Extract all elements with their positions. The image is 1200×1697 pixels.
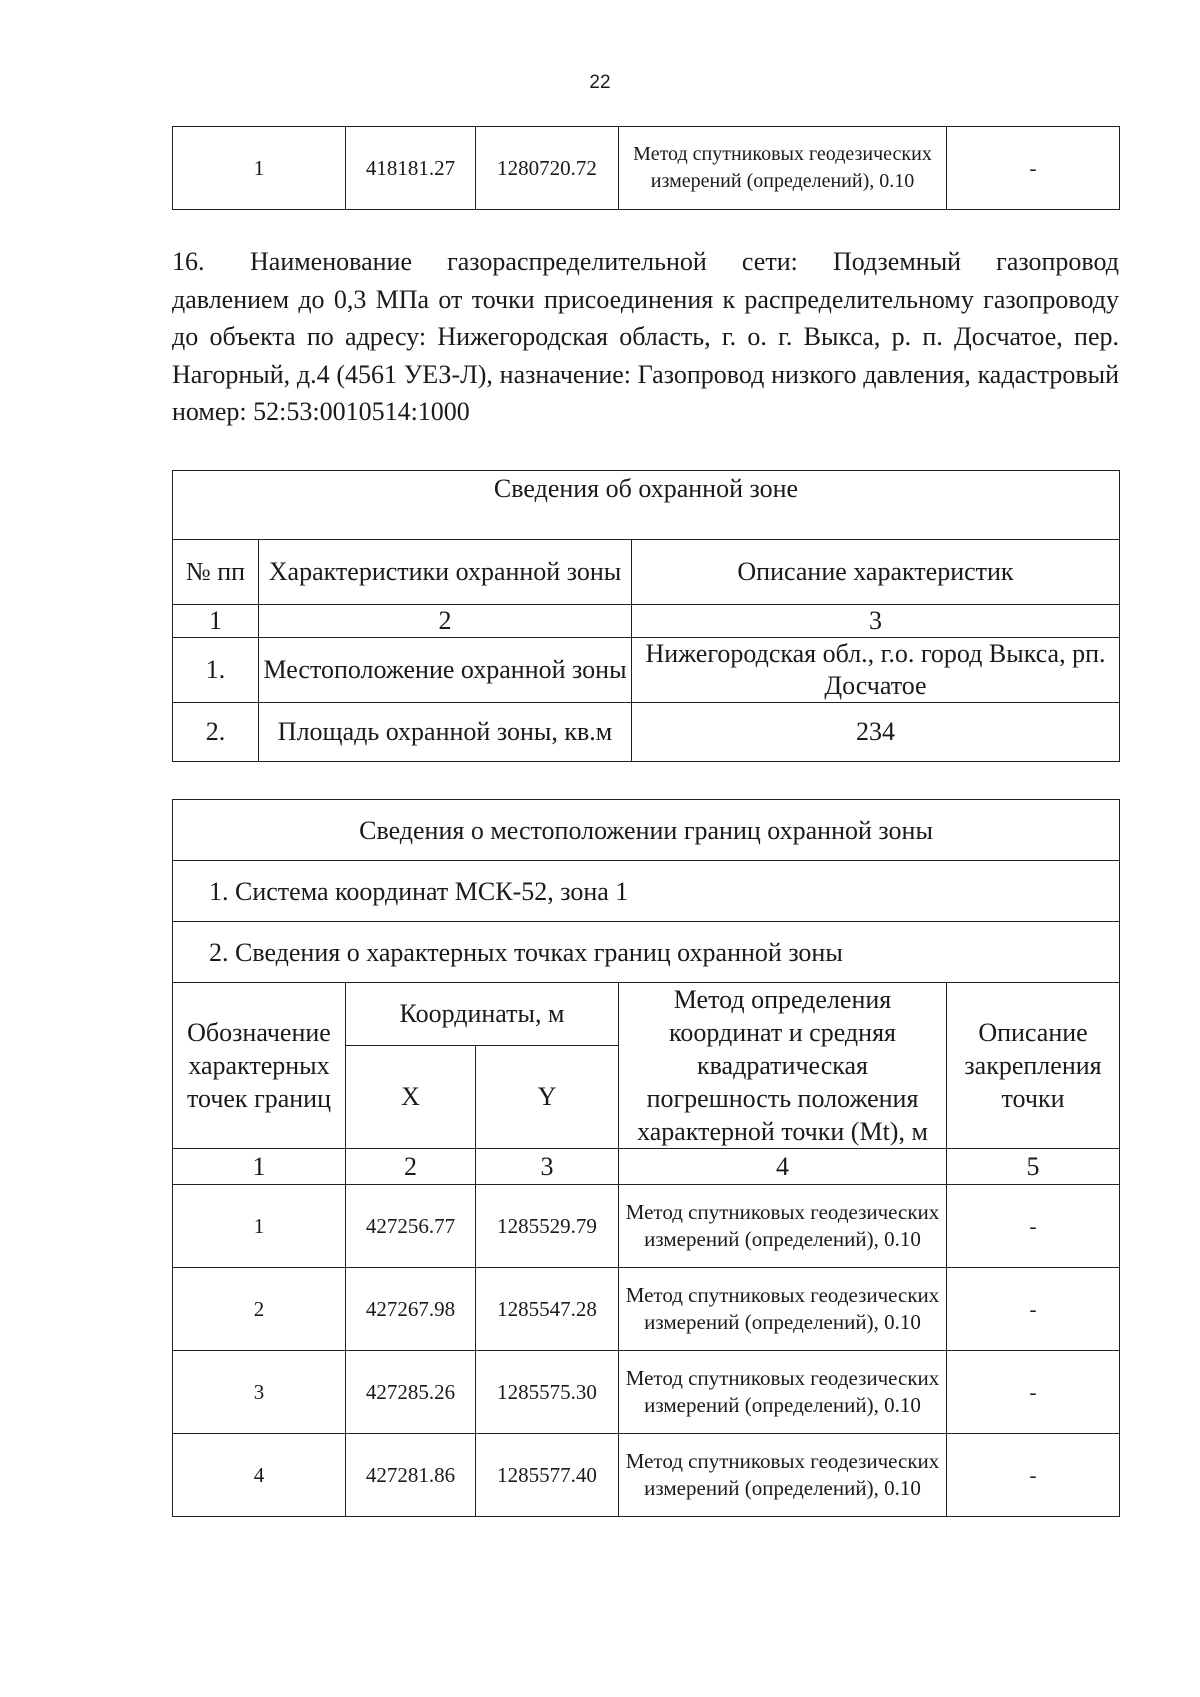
coord-system: 1. Система координат МСК-52, зона 1	[173, 861, 1120, 922]
coord-x: 427285.26	[346, 1351, 476, 1434]
method-cell: Метод спутниковых геодезических измерений (определений), 0.10	[619, 127, 947, 210]
table-header-row	[173, 540, 1120, 605]
row-number: 2.	[173, 703, 259, 762]
header-description: Описание характеристик	[632, 540, 1120, 605]
section-number: 16.	[172, 247, 205, 276]
column-index: 3	[632, 605, 1120, 638]
point-number: 1	[173, 127, 346, 210]
header-coordinates: Координаты, м	[346, 983, 619, 1046]
characteristic-name: Площадь охранной зоны, кв.м	[259, 703, 632, 762]
table-title-row	[173, 800, 1120, 861]
column-index: 2	[346, 1149, 476, 1185]
coord-x: 427267.98	[346, 1268, 476, 1351]
table-row	[173, 703, 1120, 762]
coord-x: 427281.86	[346, 1434, 476, 1517]
previous-coordinates-table	[172, 126, 1120, 210]
method-cell: Метод спутниковых геодезических измерений (определений), 0.10	[619, 1268, 947, 1351]
fixing-description: -	[947, 1434, 1120, 1517]
table-title-row	[173, 471, 1120, 540]
points-title: 2. Сведения о характерных точках границ охранной зоны	[173, 922, 1120, 983]
point-number: 4	[173, 1434, 346, 1517]
coord-y: 1285577.40	[476, 1434, 619, 1517]
column-index: 1	[173, 605, 259, 638]
characteristic-name: Местоположение охранной зоны	[259, 638, 632, 703]
boundary-table-title: Сведения о местоположении границ охранной зоны	[173, 800, 1120, 861]
method-cell: Метод спутниковых геодезических измерений (определений), 0.10	[619, 1351, 947, 1434]
column-index: 5	[947, 1149, 1120, 1185]
column-index-row	[173, 1149, 1120, 1185]
table-row	[173, 638, 1120, 703]
section-text: Наименование газораспределительной сети: Подземный газопровод давлением до 0,3 МПа от точки присоединения к распределительному газопроводу до объекта по адресу: Нижегородская область, г. о. г. Выкса, р. п. Досчатое, пер. Нагорный, д.4 (4561 УЕЗ-Л), назначение: Газопровод низкого давления, кадастровый номер: 52:53:0010514:1000	[172, 247, 1119, 426]
table-row	[173, 127, 1120, 210]
table-row	[173, 1185, 1120, 1268]
table-header-row	[173, 983, 1120, 1046]
column-index: 3	[476, 1149, 619, 1185]
coord-x: 427256.77	[346, 1185, 476, 1268]
point-number: 2	[173, 1268, 346, 1351]
coord-system-row	[173, 861, 1120, 922]
coord-y: 1285547.28	[476, 1268, 619, 1351]
header-fixing: Описание закрепления точки	[947, 983, 1120, 1149]
coord-y: 1285529.79	[476, 1185, 619, 1268]
column-index-row	[173, 605, 1120, 638]
point-number: 3	[173, 1351, 346, 1434]
column-index: 1	[173, 1149, 346, 1185]
zone-table-title: Сведения об охранной зоне	[173, 471, 1120, 540]
fixing-description: -	[947, 1185, 1120, 1268]
section-paragraph	[172, 243, 1119, 431]
fixing-description: -	[947, 1351, 1120, 1434]
characteristic-value: 234	[632, 703, 1120, 762]
points-title-row	[173, 922, 1120, 983]
table-row	[173, 1434, 1120, 1517]
boundary-table	[172, 799, 1120, 1517]
zone-info-table	[172, 470, 1120, 762]
fixing-description: -	[947, 1268, 1120, 1351]
page-number: 22	[589, 72, 611, 93]
header-x: X	[346, 1045, 476, 1149]
table-row	[173, 1351, 1120, 1434]
column-index: 4	[619, 1149, 947, 1185]
header-y: Y	[476, 1045, 619, 1149]
coord-x: 418181.27	[346, 127, 476, 210]
fixing-description: -	[947, 127, 1120, 210]
column-index: 2	[259, 605, 632, 638]
header-number: № пп	[173, 540, 259, 605]
table-row	[173, 1268, 1120, 1351]
method-cell: Метод спутниковых геодезических измерений (определений), 0.10	[619, 1185, 947, 1268]
header-designation: Обозначение характерных точек границ	[173, 983, 346, 1149]
header-characteristics: Характеристики охранной зоны	[259, 540, 632, 605]
header-method: Метод определения координат и средняя квадратическая погрешность положения характерной точки (Mt), м	[619, 983, 947, 1149]
coord-y: 1285575.30	[476, 1351, 619, 1434]
method-cell: Метод спутниковых геодезических измерений (определений), 0.10	[619, 1434, 947, 1517]
coord-y: 1280720.72	[476, 127, 619, 210]
characteristic-value: Нижегородская обл., г.о. город Выкса, рп. Досчатое	[632, 638, 1120, 703]
row-number: 1.	[173, 638, 259, 703]
point-number: 1	[173, 1185, 346, 1268]
